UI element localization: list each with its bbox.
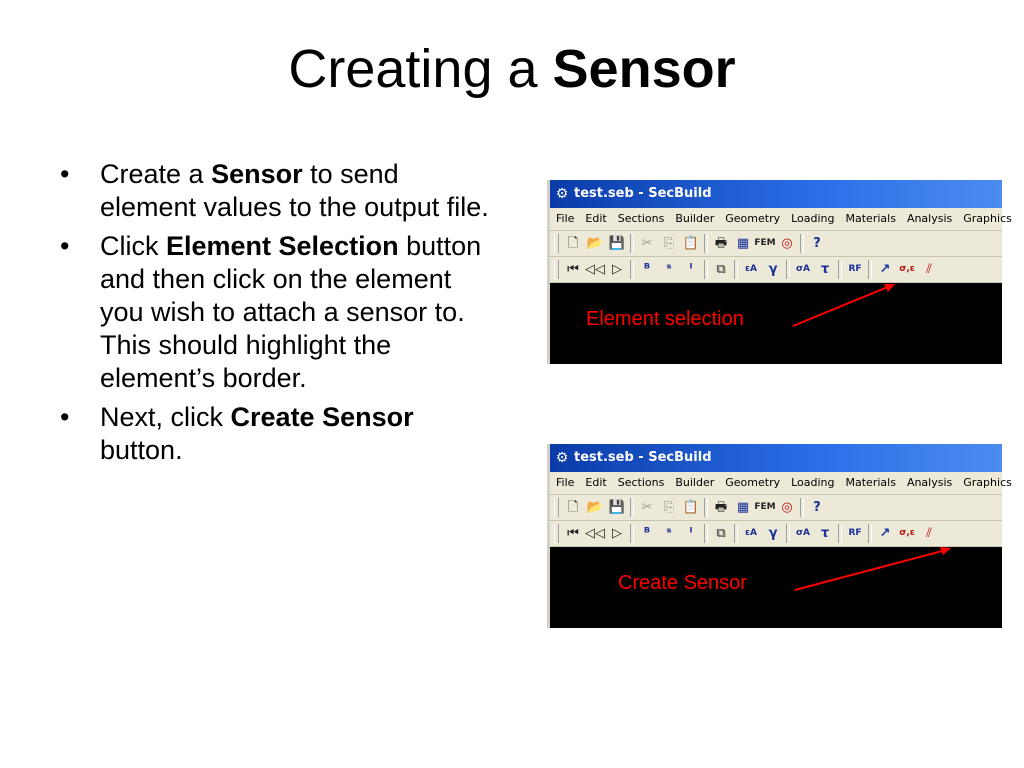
gamma-icon[interactable]: γ [768,262,778,277]
bullet-text: Click [100,231,166,261]
menu-edit[interactable]: Edit [585,476,607,489]
bullet-bold-text: Create Sensor [230,402,414,432]
menu-sections[interactable]: Sections [617,476,665,489]
callout-arrow [550,180,1002,364]
menu-file[interactable]: File [556,476,575,489]
strain-icon[interactable]: εA [745,264,757,274]
save-disk-icon[interactable]: 💾 [608,236,626,251]
callout-arrow [550,444,1002,628]
callout-element-selection: Element selection [586,308,744,330]
bullet-bold-text: Element Selection [166,231,399,261]
gamma-icon[interactable]: γ [768,526,778,541]
element-selection-icon[interactable]: ↗ [879,526,891,541]
open-folder-icon[interactable]: 📂 [586,500,604,515]
first-icon[interactable]: ⏮ [567,262,579,277]
play-icon[interactable]: ▷ [612,526,622,541]
bullet-item [60,158,490,224]
menu-sections[interactable]: Sections [617,212,665,225]
window-title: test.seb - SecBuild [574,450,712,465]
slide-title [0,40,1024,99]
force-icon[interactable]: RF [848,264,862,274]
bullet-item [60,401,490,467]
paste-icon[interactable]: 📋 [682,500,700,515]
help-icon[interactable]: ? [813,236,821,251]
create-sensor-icon[interactable]: ⫽ [926,526,932,541]
bullet-item [60,230,490,395]
load-b-icon[interactable]: ᴮ [643,526,651,541]
menu-geometry[interactable]: Geometry [725,476,781,489]
analysis-icon[interactable]: ◎ [781,236,793,251]
element-selection-icon[interactable]: ↗ [879,262,891,277]
copy-window-icon[interactable]: ⧉ [716,262,726,277]
load-b-icon[interactable]: ᴮ [643,262,651,277]
menu-materials[interactable]: Materials [845,476,896,489]
tau-icon[interactable]: τ [820,262,830,277]
load-i-icon[interactable]: ᴵ [689,526,693,541]
print-icon[interactable]: 🖶 [714,236,728,251]
bullet-text: button and then click on the element you wish to attach a sensor to. This should highlight the element’s border. [100,231,482,393]
print-icon[interactable]: 🖶 [714,500,728,515]
analysis-icon[interactable]: ◎ [781,500,793,515]
menu-graphics[interactable]: Graphics [963,212,1012,225]
open-folder-icon[interactable]: 📂 [586,236,604,251]
stress-icon[interactable]: σA [796,264,810,274]
menu-geometry[interactable]: Geometry [725,212,781,225]
bullet-dot: • [60,231,70,261]
mesh-icon[interactable]: ▦ [736,236,750,251]
save-disk-icon[interactable]: 💾 [608,500,626,515]
menu-materials[interactable]: Materials [845,212,896,225]
fem-icon[interactable]: FEM [754,238,776,248]
title-bold-text: Sensor [552,39,736,99]
force-icon[interactable]: RF [848,528,862,538]
stress-icon[interactable]: σA [796,528,810,538]
bullet-text: to send element values to the output file. [100,159,489,222]
bullet-text: button. [100,435,183,465]
tau-icon[interactable]: τ [820,526,830,541]
cut-icon[interactable]: ✂ [641,236,653,251]
new-file-icon[interactable]: 🗋 [567,500,579,515]
menu-graphics[interactable]: Graphics [963,476,1012,489]
menu-analysis[interactable]: Analysis [906,476,953,489]
play-icon[interactable]: ▷ [612,262,622,277]
mesh-icon[interactable]: ▦ [736,500,750,515]
bullet-text: Create a [100,159,212,189]
copy-icon[interactable]: ⎘ [663,236,675,251]
cut-icon[interactable]: ✂ [641,500,653,515]
stress-strain-icon[interactable]: σ,ε [899,528,915,538]
app-icon: ⚙ [555,186,569,202]
title-normal-text: Creating a [288,39,553,99]
rewind-icon[interactable]: ◁◁ [585,262,605,277]
menu-builder[interactable]: Builder [675,212,715,225]
copy-window-icon[interactable]: ⧉ [716,526,726,541]
callout-create-sensor: Create Sensor [618,572,747,594]
copy-icon[interactable]: ⎘ [663,500,675,515]
bullet-dot: • [60,159,70,189]
rewind-icon[interactable]: ◁◁ [585,526,605,541]
bullet-bold-text: Sensor [211,159,303,189]
menu-analysis[interactable]: Analysis [906,212,953,225]
secbuild-window-create-sensor [547,444,1012,628]
menu-edit[interactable]: Edit [585,212,607,225]
app-icon: ⚙ [555,450,569,466]
secbuild-window-element-selection [547,180,1012,364]
paste-icon[interactable]: 📋 [682,236,700,251]
load-s-icon[interactable]: ˢ [666,262,672,277]
menu-file[interactable]: File [556,212,575,225]
create-sensor-icon[interactable]: ⫽ [926,262,932,277]
new-file-icon[interactable]: 🗋 [567,236,579,251]
help-icon[interactable]: ? [813,500,821,515]
strain-icon[interactable]: εA [745,528,757,538]
bullet-list [60,158,490,473]
bullet-text: Next, click [100,402,231,432]
load-s-icon[interactable]: ˢ [666,526,672,541]
stress-strain-icon[interactable]: σ,ε [899,264,915,274]
window-title: test.seb - SecBuild [574,186,712,201]
fem-icon[interactable]: FEM [754,502,776,512]
menu-loading[interactable]: Loading [791,212,835,225]
menu-builder[interactable]: Builder [675,476,715,489]
load-i-icon[interactable]: ᴵ [689,262,693,277]
first-icon[interactable]: ⏮ [567,526,579,541]
bullet-dot: • [60,402,70,432]
menu-loading[interactable]: Loading [791,476,835,489]
